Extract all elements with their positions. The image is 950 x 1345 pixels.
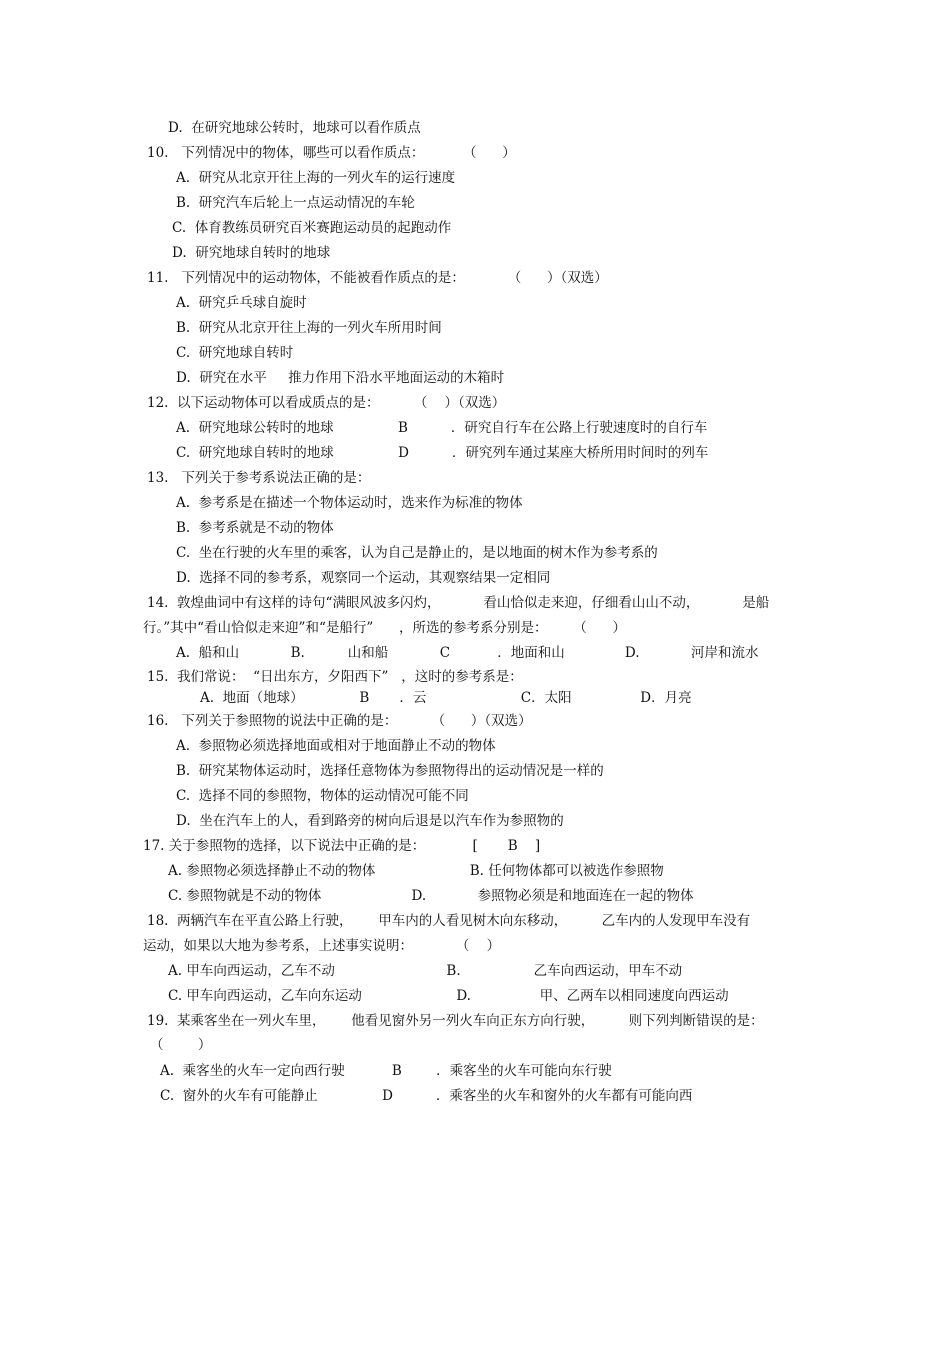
q18-options-ab: A. 甲车向西运动，乙车不动 B. 乙车向西运动，甲车不动 [168, 963, 683, 979]
q11-stem: 11. 下列情况中的运动物体，不能被看作质点的是： （ ）（双选） [147, 270, 608, 286]
q19-stem-line1: 19. 某乘客坐在一列火车里， 他看见窗外另一列火车向正东方向行驶， 则下列判断错误的是： [147, 1013, 764, 1029]
q15-options: A. 地面（地球） B ．云 C．太阳 D．月亮 [200, 690, 692, 706]
q13-option-c: C. 坐在行驶的火车里的乘客，认为自己是静止的，是以地面的树木作为参考系的 [176, 545, 658, 561]
q17-options-cd: C. 参照物就是不动的物体 D. 参照物必须是和地面连在一起的物体 [168, 888, 694, 904]
q11-option-b: B. 研究从北京开往上海的一列火车所用时间 [176, 320, 442, 336]
q13-option-a: A. 参考系是在描述一个物体运动时，选来作为标准的物体 [176, 495, 523, 511]
q18-options-cd: C. 甲车向西运动，乙车向东运动 D. 甲、乙两车以相同速度向西运动 [168, 988, 729, 1004]
q10-option-a: A. 研究从北京开往上海的一列火车的运行速度 [176, 170, 456, 186]
q10-option-c: C. 体育教练员研究百米赛跑运动员的起跑动作 [172, 220, 452, 236]
q15-stem: 15. 我们常说： “日出东方，夕阳西下” ，这时的参考系是： [147, 669, 523, 685]
q12-stem: 12. 以下运动物体可以看成质点的是： （ ）（双选） [147, 395, 506, 411]
q17-stem: 17. 关于参照物的选择，以下说法中正确的是： [ B ] [143, 838, 541, 854]
q19-stem-line2: （ ） [150, 1037, 212, 1053]
q17-options-ab: A. 参照物必须选择静止不动的物体 B. 任何物体都可以被选作参照物 [168, 863, 664, 879]
q16-option-d: D. 坐在汽车上的人，看到路旁的树向后退是以汽车作为参照物的 [176, 813, 564, 829]
q18-stem-line2: 运动，如果以大地为参考系，上述事实说明： （ ） [143, 938, 501, 954]
q13-option-b: B. 参考系就是不动的物体 [176, 520, 334, 536]
q10-stem: 10. 下列情况中的物体，哪些可以看作质点： （ ） [147, 145, 516, 161]
q10-option-d: D. 研究地球自转时的地球 [172, 245, 331, 261]
q14-stem-line1: 14. 敦煌曲词中有这样的诗句“满眼风波多闪灼， 看山恰似走来迎，仔细看山山不动， 是船 [147, 595, 770, 611]
q14-stem-line2: 行。”其中“看山恰似走来迎”和“是船行” ，所选的参考系分别是： （ ） [143, 620, 626, 636]
q11-option-d: D. 研究在水平 推力作用下沿水平地面运动的木箱时 [176, 370, 505, 386]
q10-option-b: B. 研究汽车后轮上一点运动情况的车轮 [176, 195, 415, 211]
q19-options-ab: A. 乘客坐的火车一定向西行驶 B ．乘客坐的火车可能向东行驶 [160, 1063, 612, 1079]
q9-option-d: D. 在研究地球公转时，地球可以看作质点 [168, 120, 421, 136]
q19-options-cd: C. 窗外的火车有可能静止 D ．乘客坐的火车和窗外的火车都有可能向西 [160, 1088, 693, 1104]
q11-option-a: A. 研究乒乓球自旋时 [176, 295, 307, 311]
q14-options: A. 船和山 B. 山和船 C ．地面和山 D. 河岸和流水 [176, 645, 759, 661]
q18-stem-line1: 18. 两辆汽车在平直公路上行驶， 甲车内的人看见树木向东移动， 乙车内的人发现甲车没有 [147, 913, 751, 929]
q16-option-c: C. 选择不同的参照物，物体的运动情况可能不同 [176, 788, 469, 804]
q13-stem: 13. 下列关于参考系说法正确的是： [147, 470, 371, 486]
q12-options-cd: C. 研究地球自转时的地球 D ．研究列车通过某座大桥所用时间时的列车 [176, 445, 709, 461]
q12-options-ab: A. 研究地球公转时的地球 B ．研究自行车在公路上行驶速度时的自行车 [176, 420, 708, 436]
q13-option-d: D. 选择不同的参考系，观察同一个运动，其观察结果一定相同 [176, 570, 551, 586]
q16-stem: 16. 下列关于参照物的说法中正确的是： （ ）（双选） [147, 713, 532, 729]
q16-option-a: A. 参照物必须选择地面或相对于地面静止不动的物体 [176, 738, 496, 754]
q16-option-b: B. 研究某物体运动时，选择任意物体为参照物得出的运动情况是一样的 [176, 763, 604, 779]
q11-option-c: C. 研究地球自转时 [176, 345, 294, 361]
